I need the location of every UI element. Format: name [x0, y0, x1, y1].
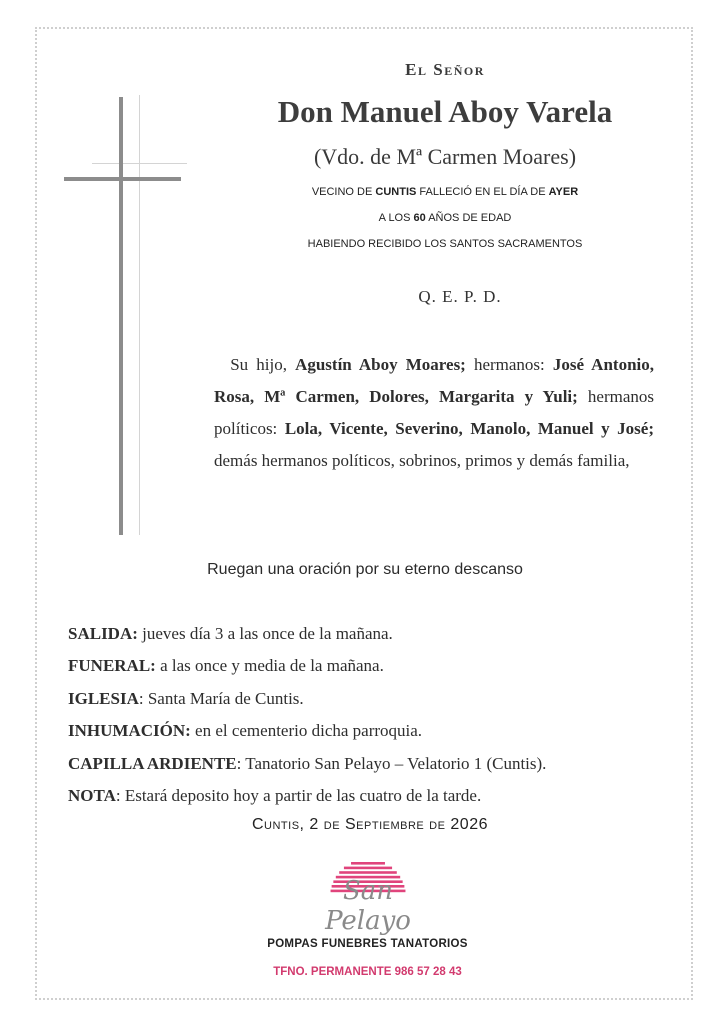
detail-text: en el cementerio dicha parroquia. — [190, 721, 423, 741]
company-name: POMPAS FUNEBRES TANATORIOS — [267, 938, 468, 950]
family-paragraph — [214, 349, 654, 477]
phone-number: TFNO. PERMANENTE 986 57 28 43 — [273, 966, 462, 978]
logo-text: San Pelayo — [325, 876, 411, 936]
logo-stripe — [351, 862, 385, 865]
detail-text: : Santa María de Cuntis. — [138, 688, 304, 708]
detail-capilla-ardiente — [68, 748, 668, 780]
detail-label: SALIDA: — [68, 624, 138, 643]
deceased-name: Don Manuel Aboy Varela — [277, 94, 613, 129]
detail-label: IGLESIA — [68, 688, 139, 708]
cross-horizontal-beam — [64, 177, 181, 181]
logo-stripe — [344, 867, 392, 870]
logo-stripe — [339, 871, 397, 874]
age-text-a: A LOS — [378, 212, 414, 224]
detail-label: NOTA — [68, 785, 116, 805]
san-pelayo-logo — [298, 856, 438, 936]
residence-text-b: FALLECIÓ EN EL DÍA DE — [416, 186, 549, 198]
residence-text-a: VECINO DE — [311, 186, 376, 198]
cross-vertical-beam — [119, 97, 123, 535]
title-prefix: El Señor — [405, 60, 485, 79]
prayer-request: Ruegan una oración por su eterno descanso — [207, 561, 523, 578]
date-line: Cuntis, 2 de Septiembre de 2026 — [251, 816, 489, 833]
detail-text: : Tanatorio San Pelayo – Velatorio 1 (Cuntis). — [236, 753, 547, 773]
detail-text: a las once y media de la mañana. — [155, 656, 384, 676]
age-value: 60 — [413, 212, 426, 224]
service-details — [68, 618, 668, 812]
age-line — [230, 212, 660, 224]
detail-funeral — [68, 650, 668, 682]
death-day: AYER — [548, 186, 579, 198]
page-border — [35, 27, 693, 1000]
detail-text: jueves día 3 a las once de la mañana. — [137, 624, 393, 643]
family-text-1: Su hijo, — [230, 355, 296, 374]
residence-line — [230, 186, 660, 198]
family-siblings: José Antonio, Rosa, Mª Carmen, Dolores, Margarita y Yuli; — [214, 355, 655, 406]
family-text-2: hermanos: — [465, 355, 553, 374]
family-text-4: demás hermanos políticos, sobrinos, primos y demás familia, — [214, 451, 630, 470]
family-in-laws: Lola, Vicente, Severino, Manolo, Manuel y José; — [284, 419, 654, 438]
detail-nota — [68, 780, 668, 812]
residence-place: CUNTIS — [375, 186, 417, 198]
detail-label: CAPILLA ARDIENTE — [68, 753, 237, 773]
cross-shadow-vertical — [139, 95, 140, 535]
qepd: Q. E. P. D. — [418, 287, 502, 306]
detail-label: INHUMACIÓN: — [68, 721, 191, 741]
cross-shadow-horizontal — [92, 163, 187, 164]
widow-of: (Vdo. de Mª Carmen Moares) — [313, 144, 577, 169]
detail-iglesia — [68, 683, 668, 715]
detail-text: : Estará deposito hoy a partir de las cuatro de la tarde. — [115, 785, 482, 805]
family-text-3: hermanos políticos: — [214, 387, 654, 438]
sacraments-line: HABIENDO RECIBIDO LOS SANTOS SACRAMENTOS — [307, 238, 583, 250]
detail-salida — [68, 618, 668, 650]
detail-inhumacion — [68, 715, 668, 747]
family-son: Agustín Aboy Moares; — [295, 355, 466, 374]
detail-label: FUNERAL: — [68, 656, 156, 676]
age-text-b: AÑOS DE EDAD — [425, 212, 512, 224]
